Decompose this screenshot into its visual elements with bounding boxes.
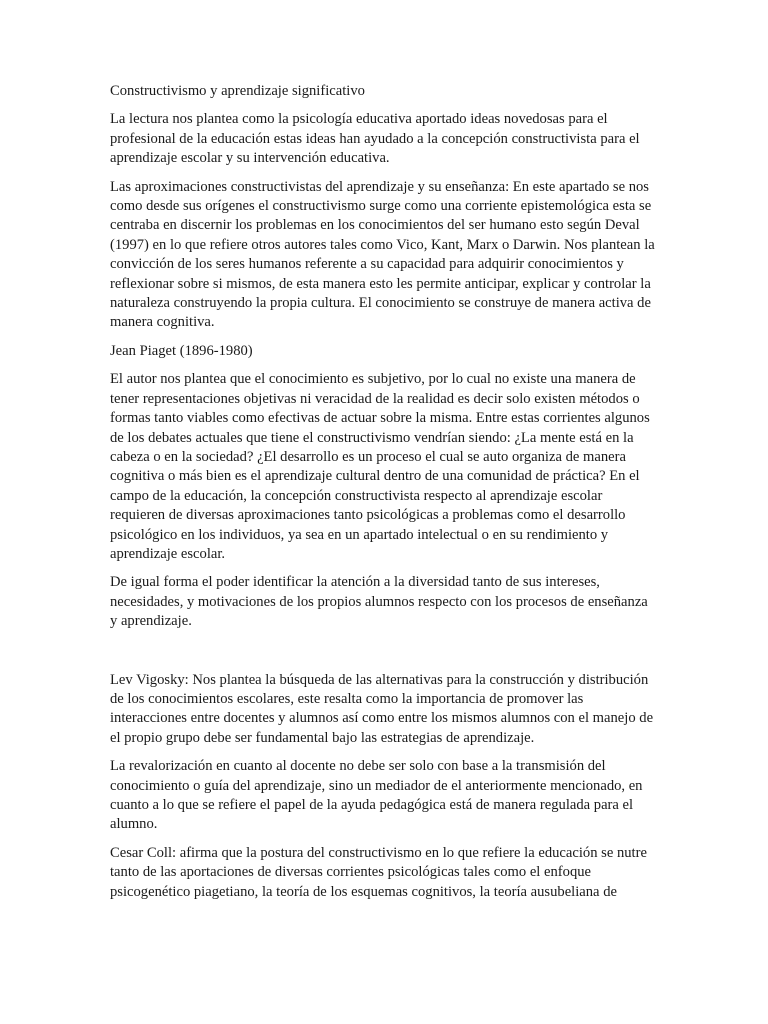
blank-line <box>110 641 658 671</box>
paragraph-teacher-role: La revalorización en cuanto al docente no debe ser solo con base a la transmisión del conocimiento o guía del aprendizaje, sino un mediador de el anteriormente mencionado, en cuanto a lo que se refiere el papel de la ayuda pedagógica está de manera regulada para el alumno. <box>110 758 643 833</box>
paragraph-diversity: De igual forma el poder identificar la atención a la diversidad tanto de sus intereses, necesidades, y motivaciones de los propios alumnos respecto con los procesos de enseñanza y aprendizaje. <box>110 574 648 630</box>
heading-jean-piaget: Jean Piaget (1896-1980) <box>110 342 253 359</box>
paragraph-vigosky: Lev Vigosky: Nos plantea la búsqueda de las alternativas para la construcción y distribución de los conocimientos escolares, este resalta como la importancia de promover las interacciones entre docentes y alumnos así como entre los mismos alumnos con el manejo de el propio grupo debe ser fundamental bajo las estrategias de aprendizaje. <box>110 671 654 746</box>
paragraph-intro: La lectura nos plantea como la psicología educativa aportado ideas novedosas para el profesional de la educación estas ideas han ayudado a la concepción constructivista para el aprendizaje escolar y su intervención educativa. <box>110 111 640 167</box>
paragraph-piaget: El autor nos plantea que el conocimiento es subjetivo, por lo cual no existe una manera de tener representaciones objetivas ni veracidad de la realidad es decir solo existen métodos o formas tanto viables como efectivas de actuar sobre la misma. Entre estas corrientes algunos de los debates actuales que tiene el constructivismo vendrían siendo: ¿La mente está en la cabeza o en la sociedad? ¿El desarrollo es un proceso el cual se auto organiza de manera cognitiva o más bien es el aprendizaje cultural dentro de una comunidad de práctica? En el campo de la educación, la concepción constructivista respecto al aprendizaje escolar requieren de diversas aproximaciones tanto psicológicas a problemas como el desarrollo psicológico en los individuos, ya sea en un apartado intelectual o en su rendimiento y aprendizaje escolar. <box>110 371 650 562</box>
paragraph-cesar-coll: Cesar Coll: afirma que la postura del constructivismo en lo que refiere la educación se nutre tanto de las aportaciones de diversas corrientes psicológicas tales como el enfoque psicogenético piagetiano, la teoría de los esquemas cognitivos, la teoría ausubeliana de <box>110 844 647 900</box>
document-title: Constructivismo y aprendizaje significativo <box>110 83 365 99</box>
document-page <box>110 82 658 911</box>
paragraph-constructivist-approaches: Las aproximaciones constructivistas del aprendizaje y su enseñanza: En este apartado se nos como desde sus orígenes el constructivismo surge como una corriente epistemológica esta se centraba en discernir los problemas en los conocimientos del ser humano esto según Deval (1997) en lo que refiere otros autores tales como Vico, Kant, Marx o Darwin. Nos plantean la convicción de los seres humanos referente a su capacidad para adquirir conocimientos y reflexionar sobre si mismos, de esta manera esto les permite anticipar, explicar y controlar la naturaleza construyendo la propia cultura. El conocimiento se construye de manera activa de manera cognitiva. <box>110 178 655 331</box>
